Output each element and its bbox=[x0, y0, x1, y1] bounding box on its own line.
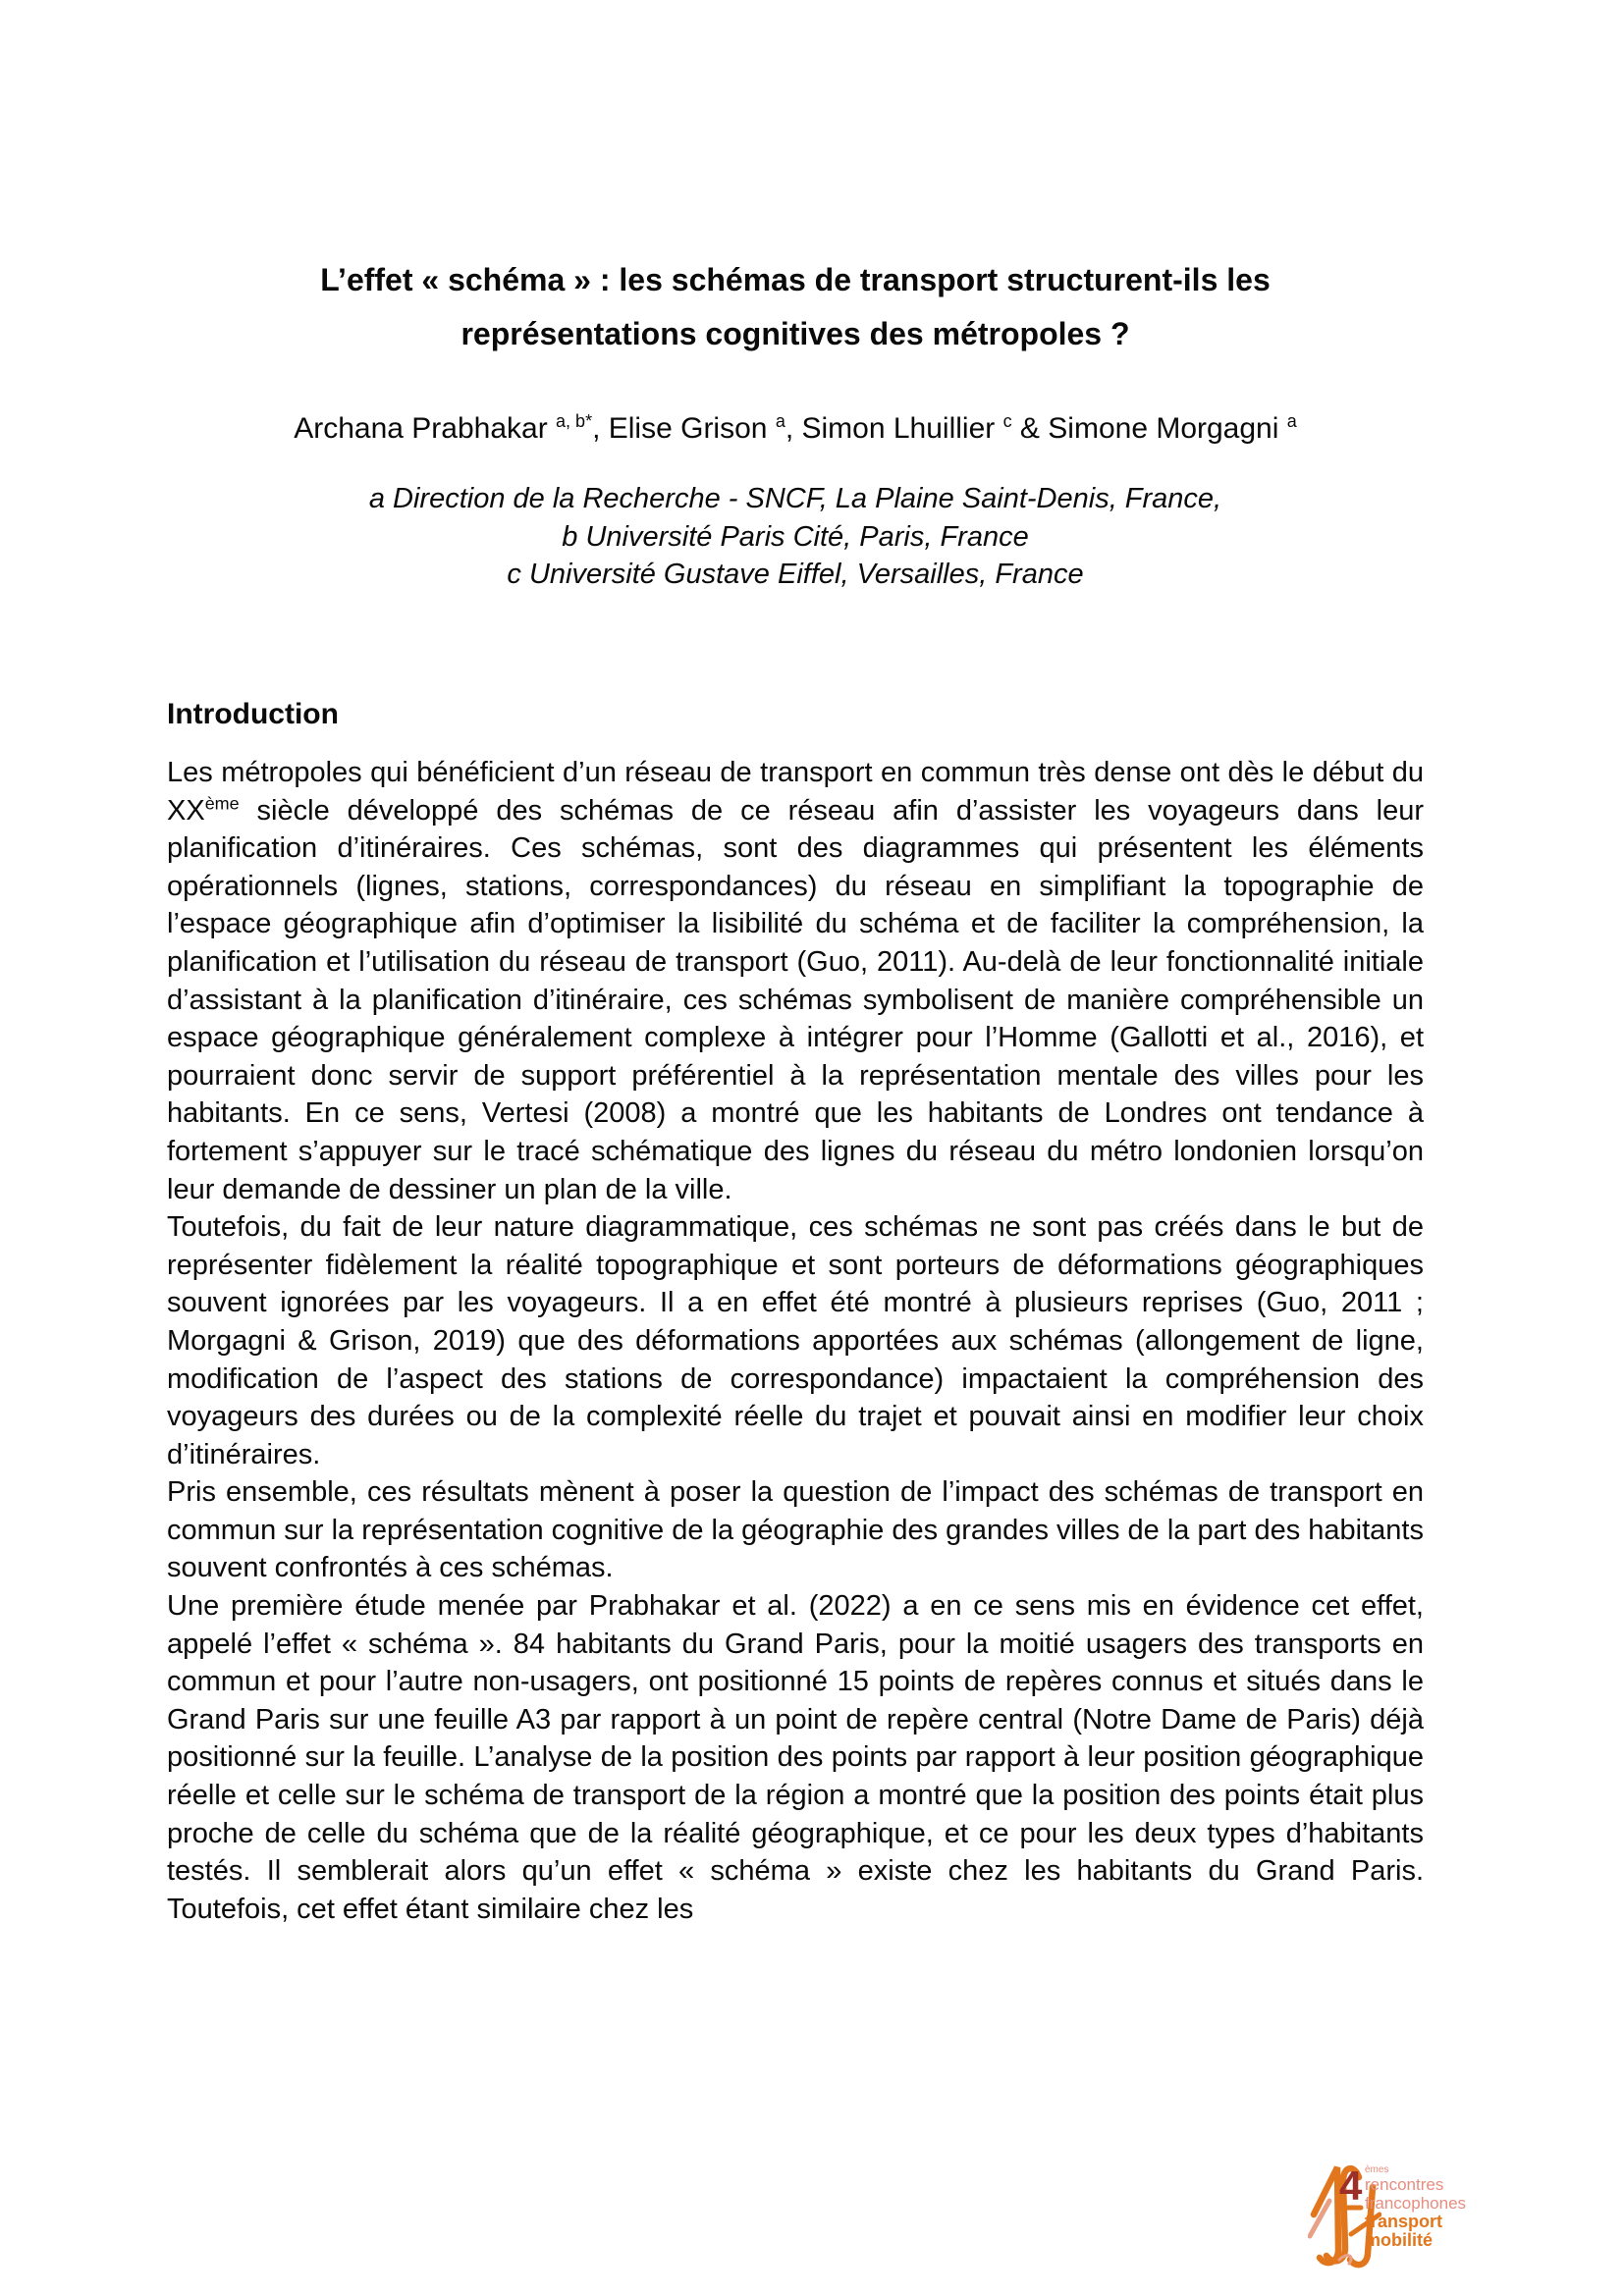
author-name: Simone Morgagni bbox=[1048, 412, 1287, 445]
paragraph-text: siècle développé des schémas de ce réseau afin d’assister les voyageurs dans leur planification d’itinéraires. Ces schémas, sont des diagrammes qui présentent les éléments opérationnels (lignes, stations, correspondances) du réseau en simplifiant la topographie de l’espace géographique afin d’optimiser la lisibilité du schéma et de faciliter la compréhension, la planification et l’utilisation du réseau de transport (Guo, 2011). Au-delà de leur fonctionnalité initiale d’assistant à la planification d’itinéraire, ces schémas symbolisent de manière compréhensible un espace géographique généralement complexe à intégrer pour l’Homme (Gallotti et al., 2016), et pourraient donc servir de support préférentiel à la représentation mentale des villes pour les habitants. En ce sens, Vertesi (2008) a montré que les habitants de Londres ont tendance à fortement s’appuyer sur le tracé schématique des lignes du réseau du métro londonien lorsqu’on leur demande de dessiner un plan de la ville. bbox=[167, 794, 1424, 1205]
affiliation-line-c: c Université Gustave Eiffel, Versailles, France bbox=[507, 559, 1084, 590]
author-name: Archana Prabhakar bbox=[294, 412, 557, 445]
authors-line bbox=[118, 401, 1473, 449]
conference-logo bbox=[1308, 2152, 1519, 2279]
author-separator: & bbox=[1011, 412, 1049, 445]
logo-ordinal-suffix: èmes bbox=[1365, 2164, 1389, 2175]
intro-paragraph-4: Une première étude menée par Prabhakar et al. (2022) a en ce sens mis en évidence cet effet, appelé l’effet « schéma ». 84 habitants du Grand Paris, pour la moitié usagers des transports en commun et pour l’autre non-usagers, ont positionné 15 points de repères connus et situés dans le Grand Paris sur une feuille A3 par rapport à un point de repère central (Notre Dame de Paris) déjà positionné sur la feuille. L’analyse de la position des points par rapport à leur position géographique réelle et celle sur le schéma de transport de la région a montré que la position des points était plus proche de celle du schéma que de la réalité géographique, et ce pour les deux types d’habitants testés. Il semblerait alors qu’un effet « schéma » existe chez les habitants du Grand Paris. Toutefois, cet effet étant similaire chez les bbox=[167, 1590, 1424, 1925]
author-separator: , bbox=[785, 412, 802, 445]
affiliation-line-b: b Université Paris Cité, Paris, France bbox=[562, 520, 1029, 553]
section-heading-introduction: Introduction bbox=[167, 698, 339, 730]
logo-number: 4 bbox=[1339, 2163, 1363, 2209]
logo-word-transport: transport bbox=[1365, 2212, 1443, 2231]
paper-title bbox=[167, 253, 1424, 361]
affiliation-line-a: a Direction de la Recherche - SNCF, La Plaine Saint-Denis, France, bbox=[368, 483, 1222, 514]
affiliations-block bbox=[167, 480, 1424, 594]
introduction-body bbox=[167, 754, 1424, 1928]
logo-word-mobilite: mobilité bbox=[1365, 2230, 1434, 2250]
ordinal-superscript: ème bbox=[204, 792, 240, 813]
author-name: Elise Grison bbox=[608, 412, 776, 445]
intro-paragraph-1 bbox=[167, 754, 1424, 1208]
paper-title-line-1: L’effet « schéma » : les schémas de transport structurent-ils les bbox=[320, 262, 1271, 297]
author-affiliation-superscript: a bbox=[775, 411, 785, 431]
logo-word-rencontres: rencontres bbox=[1365, 2175, 1444, 2194]
author-affiliation-superscript: a, b* bbox=[556, 411, 593, 431]
logo-word-francophones: francophones bbox=[1365, 2194, 1467, 2213]
author-name: Simon Lhuillier bbox=[801, 412, 1003, 445]
intro-paragraph-3: Pris ensemble, ces résultats mènent à poser la question de l’impact des schémas de transport en commun sur la représentation cognitive de la géographie des grandes villes de la part des habitants souvent confrontés à ces schémas. bbox=[167, 1476, 1424, 1584]
intro-paragraph-2: Toutefois, du fait de leur nature diagrammatique, ces schémas ne sont pas créés dans le but de représenter fidèlement la réalité topographique et sont porteurs de déformations géographiques souvent ignorées par les voyageurs. Il a en effet été montré à plusieurs reprises (Guo, 2011 ; Morgagni & Grison, 2019) que des déformations apportées aux schémas (allongement de ligne, modification de l’aspect des stations de correspondance) impactaient la compréhension des voyageurs des durées ou de la complexité réelle du trajet et pouvait ainsi en modifier leur choix d’itinéraires. bbox=[167, 1211, 1424, 1470]
author-affiliation-superscript: c bbox=[1002, 411, 1012, 431]
logo-text-block bbox=[1365, 2165, 1466, 2250]
paragraph-text: Les métropoles qui bénéficient d’un réseau de transport en commun très dense ont dès le début du XX bbox=[167, 757, 1424, 827]
paper-title-line-2: représentations cognitives des métropoles ? bbox=[460, 316, 1130, 351]
author-affiliation-superscript: a bbox=[1286, 411, 1297, 431]
author-separator: , bbox=[592, 412, 609, 445]
